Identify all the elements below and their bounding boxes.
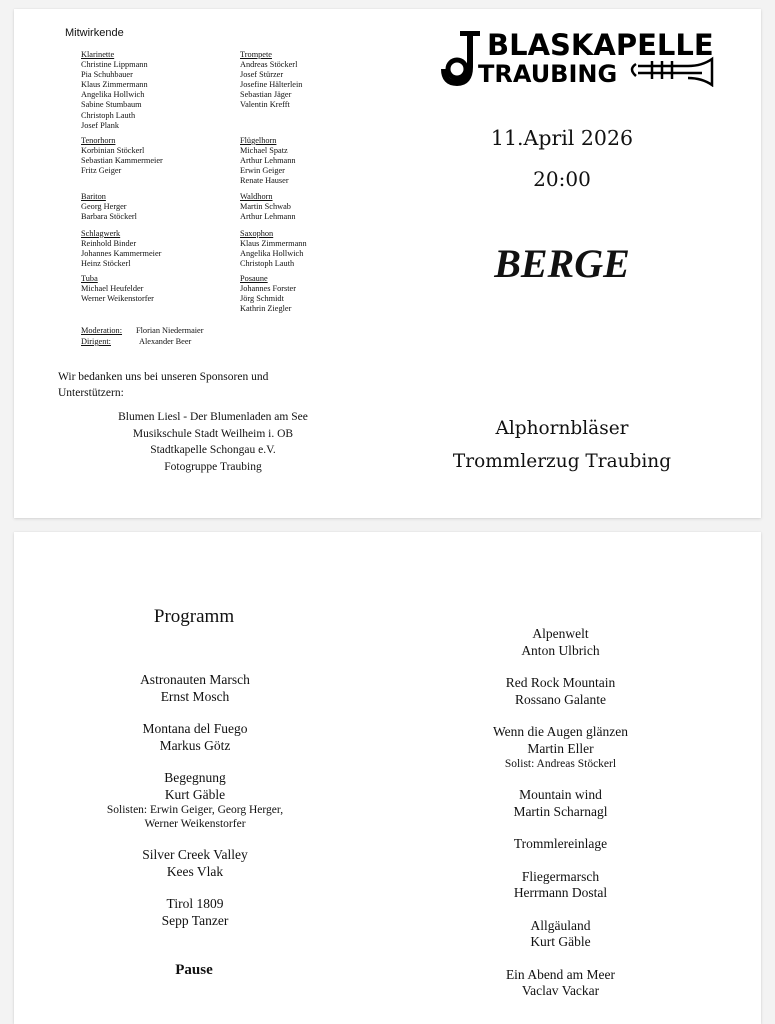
member-name: Georg Herger (81, 202, 127, 212)
instrument-heading: Tenorhorn (81, 136, 116, 145)
program-heading: Programm (153, 606, 235, 627)
instrument-section (81, 50, 148, 131)
sponsor-list (58, 409, 368, 475)
member-name: Klaus Zimmermann (81, 80, 148, 90)
instrument-heading: Bariton (81, 192, 106, 201)
instrument-heading: Waldhorn (240, 192, 273, 201)
logo-line1: BLASKAPELLE (487, 28, 714, 62)
piece-title: Tirol 1809 (166, 896, 224, 911)
sponsor-item: Musikschule Stadt Weilheim i. OB (132, 427, 294, 440)
program-piece (70, 721, 320, 754)
credits (81, 325, 204, 347)
conductor-name: Alexander Beer (139, 337, 192, 346)
piece-title: Silver Creek Valley (142, 847, 248, 862)
instrument-heading: Schlagwerk (81, 229, 121, 238)
conductor-label: Dirigent: (81, 337, 111, 346)
program-page-inside (14, 532, 761, 1024)
program-piece (434, 675, 687, 708)
member-name: Michael Heufelder (81, 284, 144, 294)
member-name: Arthur Lehmann (240, 156, 296, 166)
instrument-section (240, 274, 296, 314)
guest-performer: Alphornbläser (495, 418, 629, 439)
member-name: Angelika Hollwich (240, 249, 304, 259)
program-piece (434, 836, 687, 853)
member-name: Johannes Forster (240, 284, 296, 294)
member-name: Jörg Schmidt (240, 294, 284, 304)
piece-composer: Herrmann Dostal (513, 885, 608, 900)
blaskapelle-logo (440, 19, 715, 87)
instrument-section (240, 229, 307, 269)
instrument-section (81, 192, 137, 222)
event-time: 20:00 (533, 167, 591, 191)
program-second-half (434, 626, 687, 1016)
piece-composer: Sepp Tanzer (161, 912, 229, 928)
instrument-heading: Trompete (240, 50, 272, 59)
piece-title: Allgäuland (530, 917, 591, 933)
piece-composer: Martin Scharnagl (513, 803, 608, 819)
member-name: Renate Hauser (240, 176, 289, 186)
piece-composer: Kurt Gäble (530, 934, 591, 949)
program-piece (434, 918, 687, 951)
piece-composer: Vaclav Vackar (521, 983, 600, 998)
member-name: Josef Stürzer (240, 70, 284, 80)
program-piece (70, 847, 320, 880)
piece-title: Ein Abend am Meer (505, 966, 616, 982)
instrument-heading: Flügelhorn (240, 136, 277, 145)
moderation-label: Moderation: (81, 326, 123, 335)
sponsor-intro: Wir bedanken uns bei unseren Sponsoren und Unterstützern: (58, 371, 269, 399)
piece-title: Trommlereinlage (513, 836, 608, 851)
instrument-heading: Klarinette (81, 50, 115, 59)
member-name: Martin Schwab (240, 202, 291, 212)
program-first-half (70, 672, 320, 945)
instrument-heading: Posaune (240, 274, 268, 283)
event-date: 11.April 2026 (490, 126, 634, 150)
instrument-section (240, 50, 302, 111)
member-name: Christoph Lauth (240, 259, 295, 269)
concert-title: BERGE (494, 241, 630, 286)
program-piece (434, 967, 687, 1000)
piece-composer: Rossano Galante (514, 691, 607, 707)
member-name: Angelika Hollwich (81, 90, 145, 100)
program-piece (434, 869, 687, 902)
piece-composer: Markus Götz (159, 737, 231, 753)
member-name: Andreas Stöckerl (240, 60, 298, 70)
piece-composer: Kurt Gäble (164, 786, 226, 802)
instrument-section (81, 136, 163, 176)
sponsor-item: Fotogruppe Traubing (164, 460, 262, 473)
piece-title: Mountain wind (519, 787, 602, 802)
program-piece (434, 787, 687, 820)
member-name: Fritz Geiger (81, 166, 122, 176)
member-name: Kathrin Ziegler (240, 304, 292, 314)
tuba-icon (444, 31, 480, 83)
program-page-front (14, 9, 761, 518)
piece-soloists: Werner Weikenstorfer (144, 818, 246, 830)
piece-composer: Anton Ulbrich (521, 642, 600, 658)
member-name: Sebastian Kammermeier (81, 156, 163, 166)
member-name: Johannes Kammermeier (81, 249, 162, 259)
logo-line2: TRAUBING (478, 60, 618, 87)
member-name: Christine Lippmann (81, 60, 148, 70)
member-name: Valentin Krefft (240, 100, 290, 110)
instrument-section (81, 274, 154, 304)
program-piece (70, 672, 320, 705)
member-name: Reinhold Binder (81, 239, 137, 249)
member-name: Michael Spatz (240, 146, 288, 156)
member-name: Pia Schuhbauer (81, 70, 133, 80)
member-name: Werner Weikenstorfer (81, 294, 154, 304)
sponsor-item: Blumen Liesl - Der Blumenladen am See (118, 411, 308, 423)
member-name: Arthur Lehmann (240, 212, 296, 222)
member-name: Barbara Stöckerl (81, 212, 137, 222)
member-name: Korbinian Stöckerl (81, 146, 145, 156)
piece-title: Wenn die Augen glänzen (493, 724, 628, 739)
piece-title: Begegnung (164, 770, 226, 785)
member-name: Sebastian Jäger (240, 90, 292, 100)
ensemble-heading: Mitwirkende (65, 27, 124, 39)
piece-title: Astronauten Marsch (140, 672, 250, 687)
piece-soloists: Solisten: Erwin Geiger, Georg Herger, (106, 804, 284, 816)
member-name: Josef Plank (81, 120, 120, 130)
guest-performer: Trommlerzug Traubing (452, 451, 672, 472)
piece-composer: Martin Eller (527, 740, 594, 756)
piece-soloists: Solist: Andreas Stöckerl (504, 758, 617, 770)
moderation-name: Florian Niedermaier (136, 326, 204, 335)
program-piece (70, 770, 320, 831)
piece-title: Fliegermarsch (521, 868, 600, 884)
program-piece (434, 626, 687, 659)
piece-title: Montana del Fuego (142, 721, 248, 736)
instrument-heading: Tuba (81, 274, 98, 283)
instrument-section (240, 192, 296, 222)
trumpet-icon (632, 59, 712, 85)
pause-label: Pause (175, 962, 213, 978)
member-name: Josefine Hälterlein (240, 80, 303, 90)
instrument-heading: Saxophon (240, 229, 274, 238)
instrument-section (240, 136, 296, 186)
program-piece (434, 724, 687, 771)
instrument-section (81, 229, 161, 269)
sponsor-item: Stadtkapelle Schongau e.V. (150, 444, 276, 456)
member-name: Sabine Stumbaum (81, 100, 142, 110)
member-name: Christoph Lauth (81, 110, 136, 120)
piece-composer: Kees Vlak (166, 863, 224, 879)
piece-title: Red Rock Mountain (505, 675, 616, 690)
member-name: Heinz Stöckerl (81, 259, 131, 269)
piece-title: Alpenwelt (532, 626, 589, 641)
program-piece (70, 896, 320, 929)
member-name: Erwin Geiger (240, 166, 285, 176)
piece-composer: Ernst Mosch (160, 688, 230, 704)
member-name: Klaus Zimmermann (240, 239, 307, 249)
